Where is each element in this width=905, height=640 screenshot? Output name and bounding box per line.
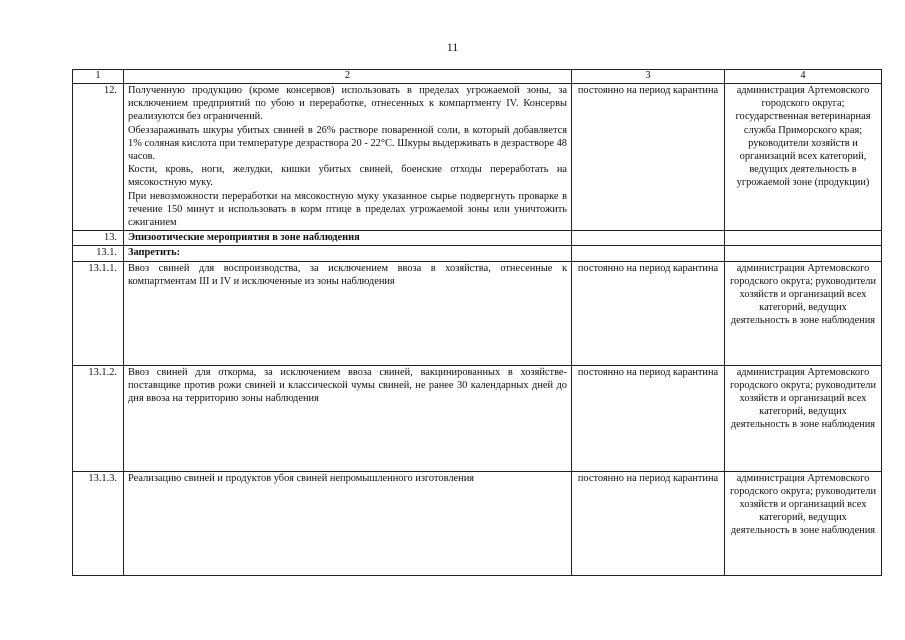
responsible-cell: администрация Артемовского городского округа; руководители хозяйств и организаций всех категорий, ведущих деятельность в зоне наблюдения — [725, 261, 882, 365]
measure-paragraph: Обеззараживать шкуры убитых свиней в 26% растворе поваренной соли, в который добавляется 1% соляная кислота при температуре дезраствора 20 - 22°С. Шкуры выдерживать в дезрастворе 48 часов. — [128, 124, 567, 163]
row-number: 13.1.2. — [73, 365, 124, 471]
measure-text: Ввоз свиней для откорма, за исключением ввоза свиней, вакцинированных в хозяйстве-поставщике против рожи свиней и классической чумы свиней, не ранее 30 календарных дней до дня ввоза на территорию зоны наблюдения — [124, 365, 572, 471]
table-header-row — [73, 70, 882, 84]
table-row — [73, 246, 882, 261]
header-col-1: 1 — [73, 70, 124, 84]
table-row — [73, 231, 882, 246]
term-cell: постоянно на период карантина — [572, 84, 725, 231]
row-number: 12. — [73, 84, 124, 231]
term-cell: постоянно на период карантина — [572, 365, 725, 471]
responsible-cell — [725, 231, 882, 246]
measure-text — [124, 84, 572, 231]
subsection-heading: Запретить: — [124, 246, 572, 261]
term-cell: постоянно на период карантина — [572, 261, 725, 365]
measures-table — [72, 69, 882, 576]
table-row — [73, 365, 882, 471]
responsible-cell: администрация Артемовского городского округа; государственная ветеринарная служба Приморского края; руководители хозяйств и организаций всех категорий, ведущих деятельность в угрожаемой зоне (продукции) — [725, 84, 882, 231]
page-number: 11 — [446, 40, 459, 54]
measure-text: Ввоз свиней для воспроизводства, за исключением ввоза в хозяйства, отнесенные к компартментам III и IV и исключенные из зоны наблюдения — [124, 261, 572, 365]
header-col-3: 3 — [572, 70, 725, 84]
responsible-cell: администрация Артемовского городского округа; руководители хозяйств и организаций всех категорий, ведущих деятельность в зоне наблюдения — [725, 471, 882, 575]
measure-paragraph: Полученную продукцию (кроме консервов) использовать в пределах угрожаемой зоны, за исключением предприятий по убою и переработке, отнесенных к компартменту IV. Консервы реализуются без ограничений. — [128, 85, 567, 123]
term-cell — [572, 231, 725, 246]
measure-text: Реализацию свиней и продуктов убоя свиней непромышленного изготовления — [124, 471, 572, 575]
term-cell: постоянно на период карантина — [572, 471, 725, 575]
row-number: 13.1.3. — [73, 471, 124, 575]
measure-paragraph: Кости, кровь, ноги, желудки, кишки убитых свиней, боенские отходы переработать на мясокостную муку. — [128, 164, 567, 189]
table-row — [73, 471, 882, 575]
responsible-cell — [725, 246, 882, 261]
row-number: 13.1. — [73, 246, 124, 261]
measure-paragraph: При невозможности переработки на мясокостную муку указанное сырье подвергнуть проварке в течение 150 минут и использовать в корм птице в пределах угрожаемой зоны или уничтожить сжиганием — [128, 190, 567, 229]
responsible-cell: администрация Артемовского городского округа; руководители хозяйств и организаций всех категорий, ведущих деятельность в зоне наблюдения — [725, 365, 882, 471]
section-heading: Эпизоотические мероприятия в зоне наблюдения — [124, 231, 572, 246]
table-row — [73, 84, 882, 231]
term-cell — [572, 246, 725, 261]
header-col-2: 2 — [124, 70, 572, 84]
row-number: 13.1.1. — [73, 261, 124, 365]
row-number: 13. — [73, 231, 124, 246]
header-col-4: 4 — [725, 70, 882, 84]
table-row — [73, 261, 882, 365]
